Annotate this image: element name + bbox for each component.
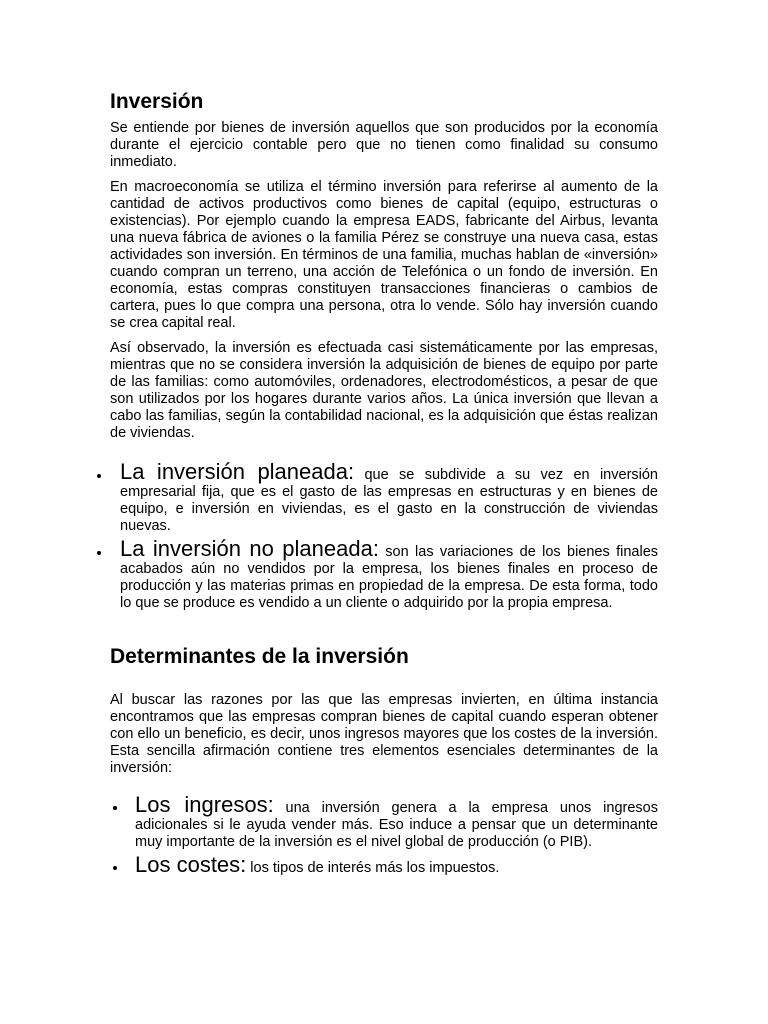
determinants-list: [110, 793, 658, 877]
list-item-lead: Los ingresos:: [135, 792, 274, 817]
list-item-text: son las variaciones de los bienes finales acabados aún no vendidos por la empresa, los bienes finales en proceso de producción y las materias primas en propiedad de la empresa. De esta forma, todo lo que se produce es vendido a un cliente o adquirido por la propia empresa.: [120, 544, 659, 611]
list-item-ingresos: [110, 793, 658, 851]
investment-types-list: [110, 460, 658, 612]
section-title-inversion: Inversión: [110, 90, 204, 113]
link-eads[interactable]: EADS: [415, 213, 456, 229]
paragraph-razones: Al buscar las razones por las que las empresas invierten, en última instancia encontramos que las empresas compran bienes de capital cuando esperan obtener con ello un beneficio, es decir, unos ingresos mayores que los costes de la inversión. Esta sencilla afirmación contiene tres elementos esenciales determinantes de la inversión:: [110, 692, 658, 776]
list-item-lead: Los costes:: [135, 852, 247, 877]
list-item-text: los: [246, 860, 273, 876]
paragraph-text: , fabricante del Airbus, levanta una nueva fábrica de aviones o la familia Pérez se construye una nueva casa, estas actividades son inversión. En términos de una familia, muchas hablan de «inversión» cuando compran un terreno, una acción de Telefónica o un fondo de inversión. En economía, estas compras constituyen transacciones financieras o cambios de cartera, pues lo que compra una persona, otra lo vende. Sólo hay inversión cuando se crea capital real.: [110, 213, 658, 331]
list-item-planeada: [110, 460, 658, 535]
list-item-text: una inversión genera a la empresa unos ingresos adicionales si le ayuda vender más. Eso induce a pensar que un determinante muy importante de la inversión es el nivel global de producción (o PIB).: [135, 800, 658, 850]
bullet-icon: [113, 806, 117, 810]
list-item-text: más los: [371, 860, 430, 876]
paragraph-observado: Así observado, la inversión es efectuada casi sistemáticamente por las empresas, mientras que no se considera inversión la adquisición de bienes de equipo por parte de las familias: como automóviles, ordenadores, electrodomésticos, a pesar de que son utilizados por los hogares durante varios años. La única inversión que llevan a cabo las familias, según la contabilidad nacional, es la adquisición que éstas realizan de viviendas.: [110, 340, 658, 441]
paragraph-text: En macroeconomía se utiliza el término inversión para referirse al aumento de la cantidad de activos productivos como bienes de capital (equipo, estructuras o existencias). Por ejemplo cuando la empresa: [110, 179, 658, 229]
list-item-text: que se subdivide a su vez en inversión empresarial fija, que es el gasto de las empresas en estructuras y en bienes de equipo, e inversión en viviendas, es el gasto en la construcción de viviendas nuevas.: [120, 467, 658, 534]
list-item-lead: La inversión no planeada:: [120, 536, 379, 561]
bullet-icon: [97, 551, 101, 555]
paragraph-macroeconomia: [110, 179, 658, 332]
link-tipos-de-interes[interactable]: tipos de interés: [272, 860, 372, 876]
list-item-no-planeada: [110, 537, 658, 612]
document-page: [110, 88, 658, 877]
link-impuestos[interactable]: impuestos: [429, 860, 496, 876]
bullet-icon: [113, 866, 117, 870]
section-title-determinantes: Determinantes de la inversión: [110, 645, 409, 668]
paragraph-definition: Se entiende por bienes de inversión aquellos que son producidos por la economía durante el ejercicio contable pero que no tienen como finalidad su consumo inmediato.: [110, 120, 658, 170]
list-item-lead: La inversión planeada:: [120, 459, 355, 484]
list-item-costes: [110, 853, 658, 877]
bullet-icon: [97, 474, 101, 478]
list-item-text: .: [495, 860, 500, 876]
